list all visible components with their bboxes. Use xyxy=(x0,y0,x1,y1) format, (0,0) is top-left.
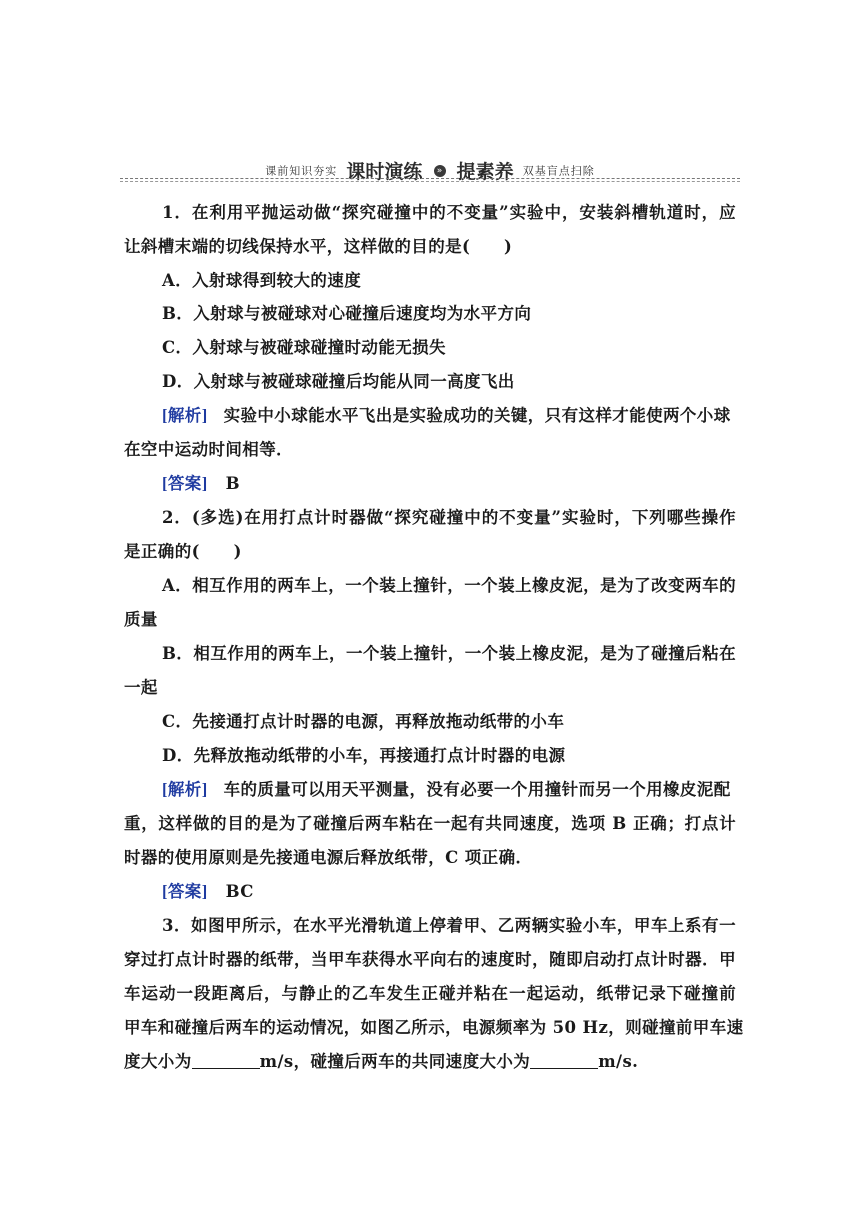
q1-analysis-line-1 xyxy=(162,406,731,426)
q1-analysis-text-1: 实验中小球能水平飞出是实验成功的关键，只有这样才能使两个小球 xyxy=(223,406,731,425)
answer-tag: [答案] xyxy=(162,474,208,493)
q2-option-b-line-1: B．相互作用的两车上，一个装上撞针，一个装上橡皮泥，是为了碰撞后粘在 xyxy=(162,644,736,663)
analysis-tag: [解析] xyxy=(162,406,208,425)
q2-option-b-line-2: 一起 xyxy=(124,678,158,697)
banner-main-title: 课时演练 xyxy=(346,161,423,183)
q3-stem-text-5b: m/s，碰撞后两车的共同速度大小为 xyxy=(259,1052,531,1071)
q1-analysis-line-2: 在空中运动时间相等． xyxy=(124,440,293,459)
q2-option-a-line-1: A．相互作用的两车上，一个装上撞针，一个装上橡皮泥，是为了改变两车的 xyxy=(162,576,736,595)
q1-option-b: B．入射球与被碰球对心碰撞后速度均为水平方向 xyxy=(162,304,532,323)
banner-left-label: 课前知识夯实 xyxy=(265,164,338,178)
banner-divider-2 xyxy=(120,181,740,182)
q3-stem-line-3: 车运动一段距离后，与静止的乙车发生正碰并粘在一起运动，纸带记录下碰撞前 xyxy=(124,984,736,1003)
q1-option-c: C．入射球与被碰球碰撞时动能无损失 xyxy=(162,338,446,357)
q1-stem-line-1: 1．在利用平抛运动做“探究碰撞中的不变量”实验中，安装斜槽轨道时，应 xyxy=(162,203,736,222)
q1-option-a: A．入射球得到较大的速度 xyxy=(162,271,362,290)
analysis-tag: [解析] xyxy=(162,780,208,799)
q2-stem-line-2: 是正确的( ) xyxy=(124,542,242,561)
q3-stem-line-4: 甲车和碰撞后两车的运动情况，如图乙所示，电源频率为 50 Hz，则碰撞前甲车速 xyxy=(124,1018,744,1037)
q2-option-c: C．先接通打点计时器的电源，再释放拖动纸带的小车 xyxy=(162,712,565,731)
q1-option-d: D．入射球与被碰球碰撞后均能从同一高度飞出 xyxy=(162,372,515,391)
answer-blank-1[interactable] xyxy=(192,1052,260,1069)
section-banner xyxy=(120,153,740,183)
q2-answer-line xyxy=(162,882,254,902)
q3-stem-line-1: 3．如图甲所示，在水平光滑轨道上停着甲、乙两辆实验小车，甲车上系有一 xyxy=(162,916,736,935)
q2-analysis-text-1: 车的质量可以用天平测量，没有必要一个用撞针而另一个用橡皮泥配 xyxy=(223,780,731,799)
answer-tag: [答案] xyxy=(162,882,208,901)
banner-divider xyxy=(120,178,740,179)
banner-arrow-icon: » xyxy=(434,165,446,177)
q2-option-d: D．先释放拖动纸带的小车，再接通打点计时器的电源 xyxy=(162,746,566,765)
q1-answer-line xyxy=(162,474,240,494)
banner-main-title-2: 提素养 xyxy=(456,161,514,183)
q2-answer-value: BC xyxy=(225,882,254,901)
q3-stem-text-5a: 度大小为 xyxy=(124,1052,192,1071)
q2-option-a-line-2: 质量 xyxy=(124,610,158,629)
q3-stem-line-5 xyxy=(124,1052,638,1072)
q2-analysis-line-2: 重，这样做的目的是为了碰撞后两车粘在一起有共同速度，选项 B 正确；打点计 xyxy=(124,814,736,833)
q3-stem-text-5c: m/s. xyxy=(598,1052,639,1071)
banner-right-label: 双基盲点扫除 xyxy=(522,164,595,178)
q2-analysis-line-1 xyxy=(162,780,731,800)
q1-stem-line-2: 让斜槽末端的切线保持水平，这样做的目的是( ) xyxy=(124,237,513,256)
q1-answer-value: B xyxy=(225,474,240,493)
q3-stem-line-2: 穿过打点计时器的纸带，当甲车获得水平向右的速度时，随即启动打点计时器．甲 xyxy=(124,950,736,969)
answer-blank-2[interactable] xyxy=(530,1052,598,1069)
q2-analysis-line-3: 时器的使用原则是先接通电源后释放纸带，C 项正确． xyxy=(124,848,533,867)
q2-stem-line-1: 2．(多选)在用打点计时器做“探究碰撞中的不变量”实验时，下列哪些操作 xyxy=(162,508,736,527)
